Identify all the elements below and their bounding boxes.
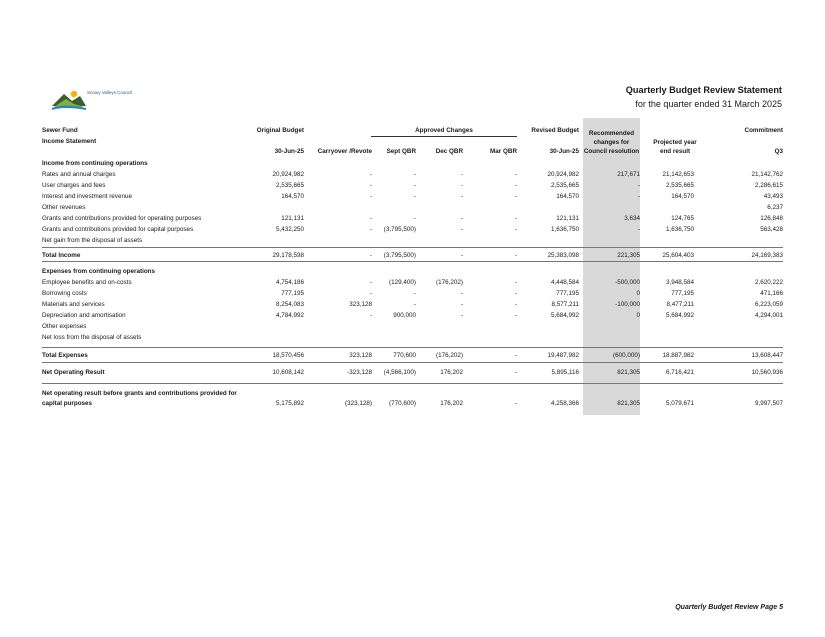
row-label: Depreciation and amortisation (42, 312, 126, 319)
row-label: Rates and annual charges (42, 171, 116, 178)
table-cell: - (369, 279, 372, 286)
table-cell: 4,754,186 (275, 279, 304, 286)
table-cell: 4,294,001 (754, 312, 783, 319)
table-cell: 2,535,665 (550, 182, 579, 189)
table-cell: 13,608,447 (751, 352, 783, 359)
table-cell: 900,000 (393, 312, 416, 319)
page-title: Quarterly Budget Review Statement (625, 85, 782, 95)
table-cell: 5,079,671 (665, 400, 694, 407)
table-cell: 0 (636, 290, 640, 297)
table-cell: 8,477,211 (666, 301, 694, 308)
table-cell: 821,305 (617, 369, 640, 376)
table-cell: - (514, 252, 517, 259)
table-cell: 164,570 (671, 193, 694, 200)
row-label-continued: capital purposes (42, 400, 93, 407)
table-cell: - (514, 215, 517, 222)
table-cell: 4,448,584 (550, 279, 579, 286)
row-label: Grants and contributions provided for operating purposes (42, 215, 202, 222)
table-cell: (129,400) (389, 279, 416, 286)
table-cell: - (514, 171, 517, 178)
row-label: Net loss from the disposal of assets (42, 334, 142, 341)
table-cell: 6,237 (767, 204, 783, 211)
table-cell: -323,128 (347, 369, 372, 376)
table-cell: - (369, 215, 372, 222)
table-cell: 6,223,059 (754, 301, 783, 308)
divider-total-income-bottom (42, 261, 783, 262)
col-dec-qbr: Dec QBR (435, 148, 463, 155)
table-cell: 21,142,762 (751, 171, 783, 178)
row-label: Expenses from continuing operations (42, 268, 156, 275)
table-cell: (323,128) (345, 400, 372, 407)
table-cell: 5,684,992 (665, 312, 694, 319)
col-date-original: 30-Jun-25 (274, 148, 304, 155)
col-recommended-2: changes for (593, 139, 630, 146)
table-cell: - (369, 193, 372, 200)
table-cell: 5,684,992 (550, 312, 579, 319)
table-cell: 3,948,584 (665, 279, 694, 286)
table-cell: - (514, 182, 517, 189)
row-label: Other revenues (42, 204, 86, 211)
table-cell: 777,195 (671, 290, 694, 297)
table-cell: - (413, 171, 416, 178)
table-cell: 5,432,250 (275, 226, 304, 233)
row-label: Income from continuing operations (42, 160, 148, 167)
col-carryover: Carryover /Revote (317, 148, 372, 155)
col-recommended-3: Council resolution (583, 148, 640, 155)
logo-sun (71, 91, 77, 97)
table-cell: - (413, 193, 416, 200)
table-cell: - (460, 226, 463, 233)
page-footer: Quarterly Budget Review Page 5 (675, 604, 783, 611)
statement-title: Income Statement (42, 138, 97, 145)
table-cell: 24,169,383 (751, 252, 783, 259)
logo-text: Snowy Valleys Council (87, 90, 133, 95)
table-cell: - (369, 226, 372, 233)
table-cell: 221,305 (617, 252, 640, 259)
table-cell: - (514, 226, 517, 233)
table-cell: 0 (636, 312, 640, 319)
table-cell: 25,383,098 (547, 252, 579, 259)
table-cell: 176,202 (440, 369, 463, 376)
divider-total-expenses-bottom (42, 362, 783, 363)
table-cell: 10,608,142 (272, 369, 304, 376)
col-q3: Q3 (774, 148, 783, 155)
table-cell: 6,716,421 (665, 369, 694, 376)
table-cell: 471,166 (760, 290, 783, 297)
table-cell: 9,997,507 (754, 400, 783, 407)
row-label: Net operating result before grants and contributions provided for (42, 390, 237, 397)
table-cell: - (369, 171, 372, 178)
col-recommended-1: Recommended (588, 130, 635, 137)
table-cell: - (413, 301, 416, 308)
table-cell: 3,634 (624, 215, 640, 222)
row-label: Grants and contributions provided for capital purposes (42, 226, 194, 233)
table-cell: 10,560,936 (751, 369, 783, 376)
table-cell: - (413, 182, 416, 189)
table-cell: 124,765 (671, 215, 694, 222)
table-cell: 2,286,615 (754, 182, 783, 189)
table-cell: 164,570 (281, 193, 304, 200)
col-date-revised: 30-Jun-25 (549, 148, 579, 155)
table-cell: - (460, 312, 463, 319)
row-label: Other expenses (42, 323, 87, 330)
table-cell: - (514, 369, 517, 376)
table-cell: - (413, 215, 416, 222)
table-cell: 21,142,653 (662, 171, 694, 178)
table-cell: 18,570,456 (272, 352, 304, 359)
table-cell: - (369, 312, 372, 319)
table-cell: - (637, 193, 640, 200)
col-revised-budget: Revised Budget (531, 127, 579, 134)
table-cell: 777,195 (556, 290, 579, 297)
table-cell: - (514, 301, 517, 308)
table-cell: - (369, 252, 372, 259)
col-projected-1: Projected year (653, 139, 697, 146)
row-label: Net Operating Result (42, 369, 105, 376)
fund-title: Sewer Fund (42, 127, 78, 134)
page-subtitle: for the quarter ended 31 March 2025 (635, 99, 782, 109)
table-cell: (3,795,500) (383, 226, 416, 233)
approved-changes-underline (371, 136, 517, 137)
table-cell: - (369, 290, 372, 297)
table-cell: -100,000 (615, 301, 640, 308)
table-cell: 29,178,598 (272, 252, 304, 259)
table-cell: 1,636,750 (550, 226, 579, 233)
table-cell: 121,131 (281, 215, 304, 222)
table-cell: (770,600) (389, 400, 416, 407)
table-cell: - (369, 182, 372, 189)
row-label: Borrowing costs (42, 290, 87, 297)
table-cell: - (637, 226, 640, 233)
table-cell: 8,577,211 (551, 301, 579, 308)
table-cell: 777,195 (281, 290, 304, 297)
table-cell: 770,600 (393, 352, 416, 359)
table-cell: 20,924,982 (547, 171, 579, 178)
table-cell: - (460, 171, 463, 178)
table-cell: 20,924,982 (272, 171, 304, 178)
row-label: Total Expenses (42, 352, 88, 359)
table-cell: 2,620,222 (754, 279, 783, 286)
table-cell: 323,128 (349, 352, 372, 359)
table-cell: - (460, 290, 463, 297)
table-cell: - (460, 252, 463, 259)
table-cell: 2,535,665 (665, 182, 694, 189)
table-cell: 323,128 (349, 301, 372, 308)
table-cell: - (514, 312, 517, 319)
table-cell: 217,671 (617, 171, 640, 178)
table-cell: -500,000 (615, 279, 640, 286)
table-cell: 5,175,892 (275, 400, 304, 407)
table-cell: 8,254,083 (275, 301, 304, 308)
table-cell: - (460, 182, 463, 189)
table-cell: 164,570 (556, 193, 579, 200)
table-cell: 563,428 (760, 226, 783, 233)
col-original-budget: Original Budget (256, 127, 304, 134)
col-projected-2: end result (659, 148, 691, 155)
table-cell: 4,258,366 (550, 400, 579, 407)
table-cell: 2,535,665 (275, 182, 304, 189)
table-cell: - (514, 279, 517, 286)
col-sept-qbr: Sept QBR (386, 148, 416, 155)
col-commitment: Commitment (744, 127, 783, 134)
table-cell: (600,000) (613, 352, 640, 359)
table-cell: 126,848 (760, 215, 783, 222)
row-label: Total Income (42, 252, 81, 259)
table-cell: 18,887,982 (662, 352, 694, 359)
table-cell: - (460, 301, 463, 308)
table-cell: 1,636,750 (665, 226, 694, 233)
table-cell: 821,305 (617, 400, 640, 407)
table-cell: 19,487,982 (547, 352, 579, 359)
table-cell: - (514, 290, 517, 297)
table-cell: - (460, 193, 463, 200)
divider-total-expenses-top (42, 347, 783, 348)
table-cell: - (413, 290, 416, 297)
table-cell: (4,566,100) (383, 369, 416, 376)
table-cell: (176,202) (436, 352, 463, 359)
table-cell: 121,131 (556, 215, 579, 222)
table-cell: - (514, 400, 517, 407)
col-mar-qbr: Mar QBR (490, 148, 517, 155)
row-label: Net gain from the disposal of assets (42, 237, 143, 244)
row-label: Interest and investment revenue (42, 193, 132, 200)
table-cell: - (460, 215, 463, 222)
col-approved-changes: Approved Changes (415, 127, 473, 134)
divider-total-income-top (42, 247, 783, 248)
row-label: User charges and fees (42, 182, 106, 189)
row-label: Materials and services (42, 301, 105, 308)
divider-net-result-bottom (42, 383, 783, 384)
table-cell: - (514, 352, 517, 359)
table-cell: 43,493 (763, 193, 783, 200)
row-label: Employee benefits and on-costs (42, 279, 132, 286)
table-cell: 176,202 (440, 400, 463, 407)
table-cell: (3,795,500) (383, 252, 416, 259)
table-cell: - (637, 182, 640, 189)
table-cell: - (514, 193, 517, 200)
table-cell: 5,895,116 (551, 369, 579, 376)
table-cell: (176,202) (436, 279, 463, 286)
table-cell: 4,784,992 (275, 312, 304, 319)
table-cell: 25,604,403 (662, 252, 694, 259)
